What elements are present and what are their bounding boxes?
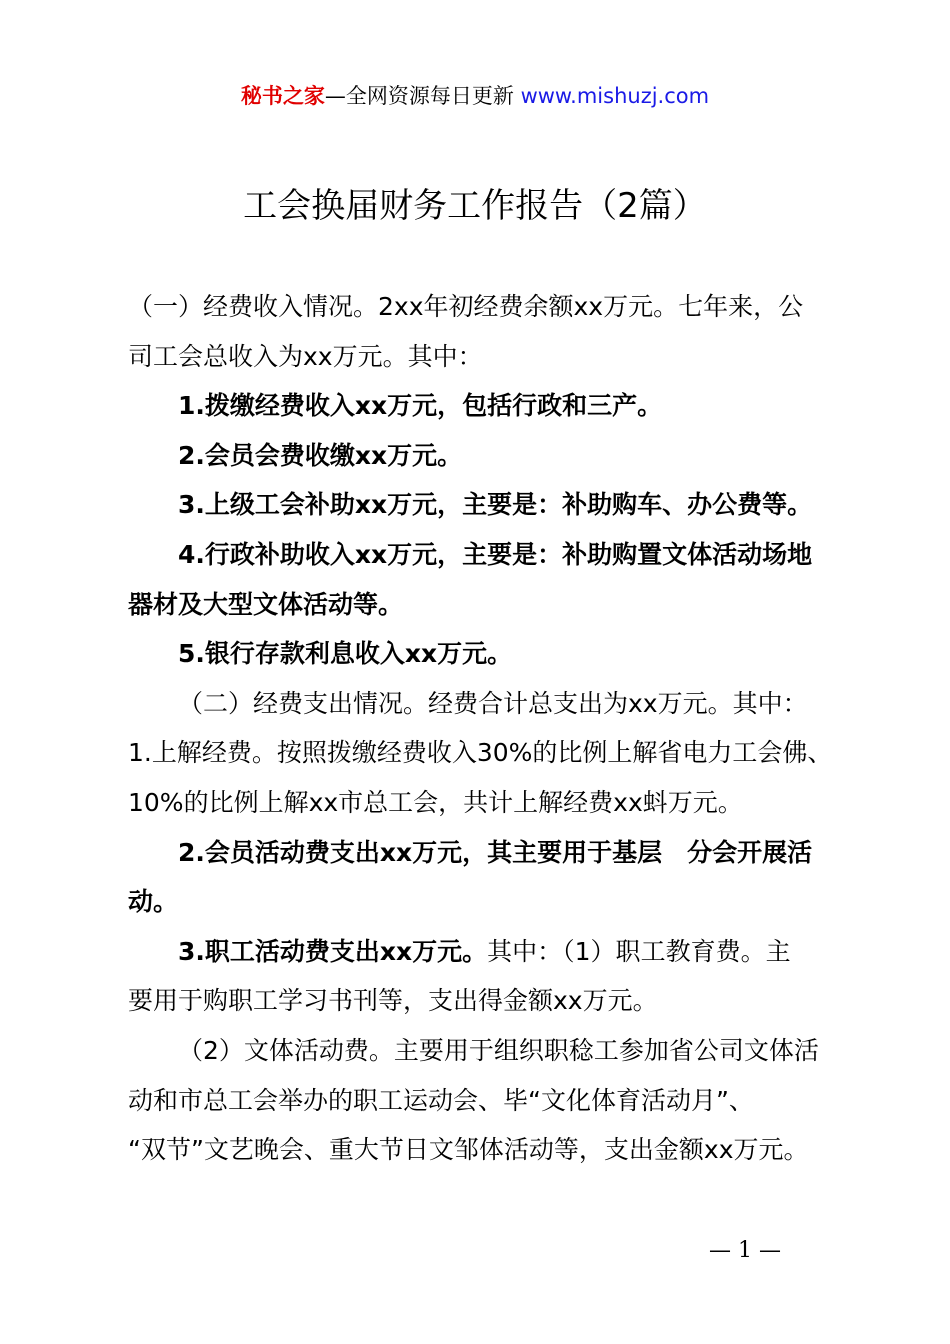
income-item-5: 5.银行存款利息收入xx万元。 xyxy=(178,639,513,669)
document-body xyxy=(128,282,834,1175)
income-item-3: 3.上级工会补助xx万元，主要是：补助购车、办公费等。 xyxy=(178,490,813,520)
culture-activity-cont-2: “双节”文艺晚会、重大节日文邹体活动等，支出金额xx万元。 xyxy=(128,1135,809,1165)
site-brand: 秘书之家 xyxy=(240,84,325,108)
culture-activity-paragraph: （2）文体活动费。主要用于组织职稔工参加省公司文体活 xyxy=(178,1035,819,1065)
site-tagline: —全网资源每日更新 xyxy=(324,84,514,108)
expense-heading: （二）经费支出情况。经费合计总支出为xx万元。其中： xyxy=(178,688,808,718)
document-title: 工会换届财务工作报告（2篇） xyxy=(243,186,707,226)
expense-item-1-cont: 10%的比例上解xx市总工会，共计上解经费xx蚪万元。 xyxy=(128,787,743,817)
income-item-1: 1.拨缴经费收入xx万元，包括行政和三产。 xyxy=(178,391,663,421)
income-item-4: 4.行政补助收入xx万元，主要是：补助购置文体活动场地 xyxy=(178,539,813,569)
expense-item-1: 1.上解经费。按照拨缴经费收入30%的比例上解省电力工会佛、 xyxy=(128,738,833,768)
text-line: 司工会总收入为xx万元。其中： xyxy=(128,341,483,371)
expense-item-3-cont: 要用于购职工学习书刊等，支出得金额xx万元。 xyxy=(128,986,658,1016)
expense-item-3-rest: 其中：（1）职工教育费。主 xyxy=(487,936,791,966)
income-item-4-cont: 器材及大型文体活动等。 xyxy=(128,589,404,619)
expense-item-3-lead: 3.职工活动费支出xx万元。 xyxy=(178,936,488,966)
text-line: （一）经费收入情况。2xx年初经费余额xx万元。七年来，公 xyxy=(128,292,804,321)
page-number: — 1 — xyxy=(709,1238,781,1263)
expense-item-2: 2.会员活动费支出xx万元，其主要用于基层 分会开展活 xyxy=(178,837,813,867)
site-url-link[interactable]: www.mishuzj.com xyxy=(520,84,710,108)
culture-activity-cont-1: 动和市总工会举办的职工运动会、毕“文化体育活动月”、 xyxy=(128,1085,754,1115)
expense-item-2-cont: 动。 xyxy=(128,887,179,917)
site-banner xyxy=(0,80,950,112)
income-item-2: 2.会员会费收缴xx万元。 xyxy=(178,440,463,470)
expense-item-3 xyxy=(128,927,834,977)
